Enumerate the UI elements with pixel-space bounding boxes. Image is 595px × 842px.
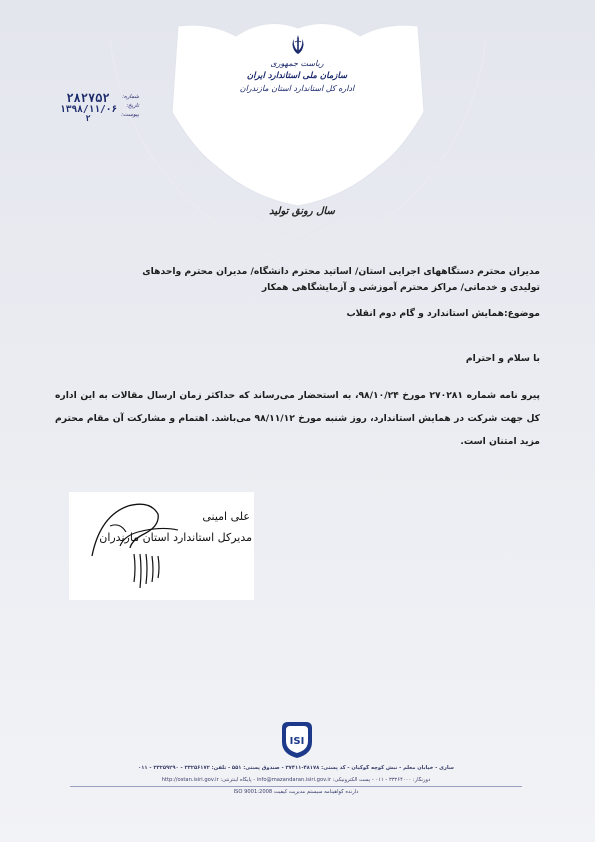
letter-number: ۲۸۲۷۵۲ (66, 91, 110, 105)
recipients-line-1: مدیران محترم دستگاههای اجرایی استان/ اساتید محترم دانشگاه/ مدیران محترم واحدهای (142, 266, 540, 277)
attachment-label: پیوست: (121, 112, 139, 118)
footer-contact: دورنگار: ۳۳۲۶۴۰۰۰ - ۰۱۱ - پست الکترونیکی: info@mazandaran.isiri.gov.ir - پایگاه اینترنتی: http://ostan.isiri.gov.ir (161, 777, 431, 783)
letter-meta-labels (117, 93, 139, 120)
footer-address: ساری - خیابان معلم - نبش کوچه گوکیان - کد پستی: ۴۸۱۷۸-۳۷۴۱۱ - صندوق پستی: ۵۵۱ - تلفن: ۳۳۲۵۶۱۷۲ - ۳۳۲۵۹۲۹۰ - ۰۱۱ (138, 765, 454, 771)
svg-text:ISI: ISI (289, 736, 305, 747)
signatory-title: مدیرکل استاندارد استان مازندران (99, 531, 252, 544)
letter-attachment: ۲ (85, 114, 91, 124)
number-label: شماره: (122, 94, 139, 100)
iran-emblem-icon (289, 34, 307, 56)
greeting: با سلام و احترام (465, 353, 540, 364)
header-organization: سازمان ملی استاندارد ایران (246, 71, 348, 81)
letter-meta-values (60, 92, 116, 124)
letter-subject: موضوع:همایش استاندارد و گام دوم انقلاب (346, 308, 540, 319)
letter-date: ۱۳۹۸/۱۱/۰۶ (60, 104, 118, 115)
isiri-logo-icon (276, 720, 318, 760)
letter-body: پیرو نامه شماره ۲۷۰۲۸۱ مورخ ۹۸/۱۰/۲۴، به استحضار می‌رساند که حداکثر زمان ارسال مقالات به این اداره کل جهت شرکت در همایش استاندارد، روز شنبه مورخ ۹۸/۱۱/۱۲ می‌باشد. اهتمام و مشارکت آن مقام محترم مزید امتنان است. (55, 390, 540, 447)
header-department: اداره کل استاندارد استان مازندران (239, 84, 355, 93)
header-presidency: ریاست جمهوری (270, 59, 324, 68)
letterhead-title (238, 58, 356, 95)
date-label: تاریخ: (126, 103, 139, 109)
year-slogan: سال رونق تولید (269, 206, 335, 217)
footer-divider (70, 786, 522, 787)
footer-certificate: دارنده گواهینامه سیستم مدیریت کیفیت ISO 9001:2008 (233, 789, 359, 795)
recipients-line-2: تولیدی و خدماتی/ مراکز محترم آموزشی و آزمایشگاهی همکار (261, 282, 540, 293)
signatory-name: علی امینی (202, 510, 250, 523)
